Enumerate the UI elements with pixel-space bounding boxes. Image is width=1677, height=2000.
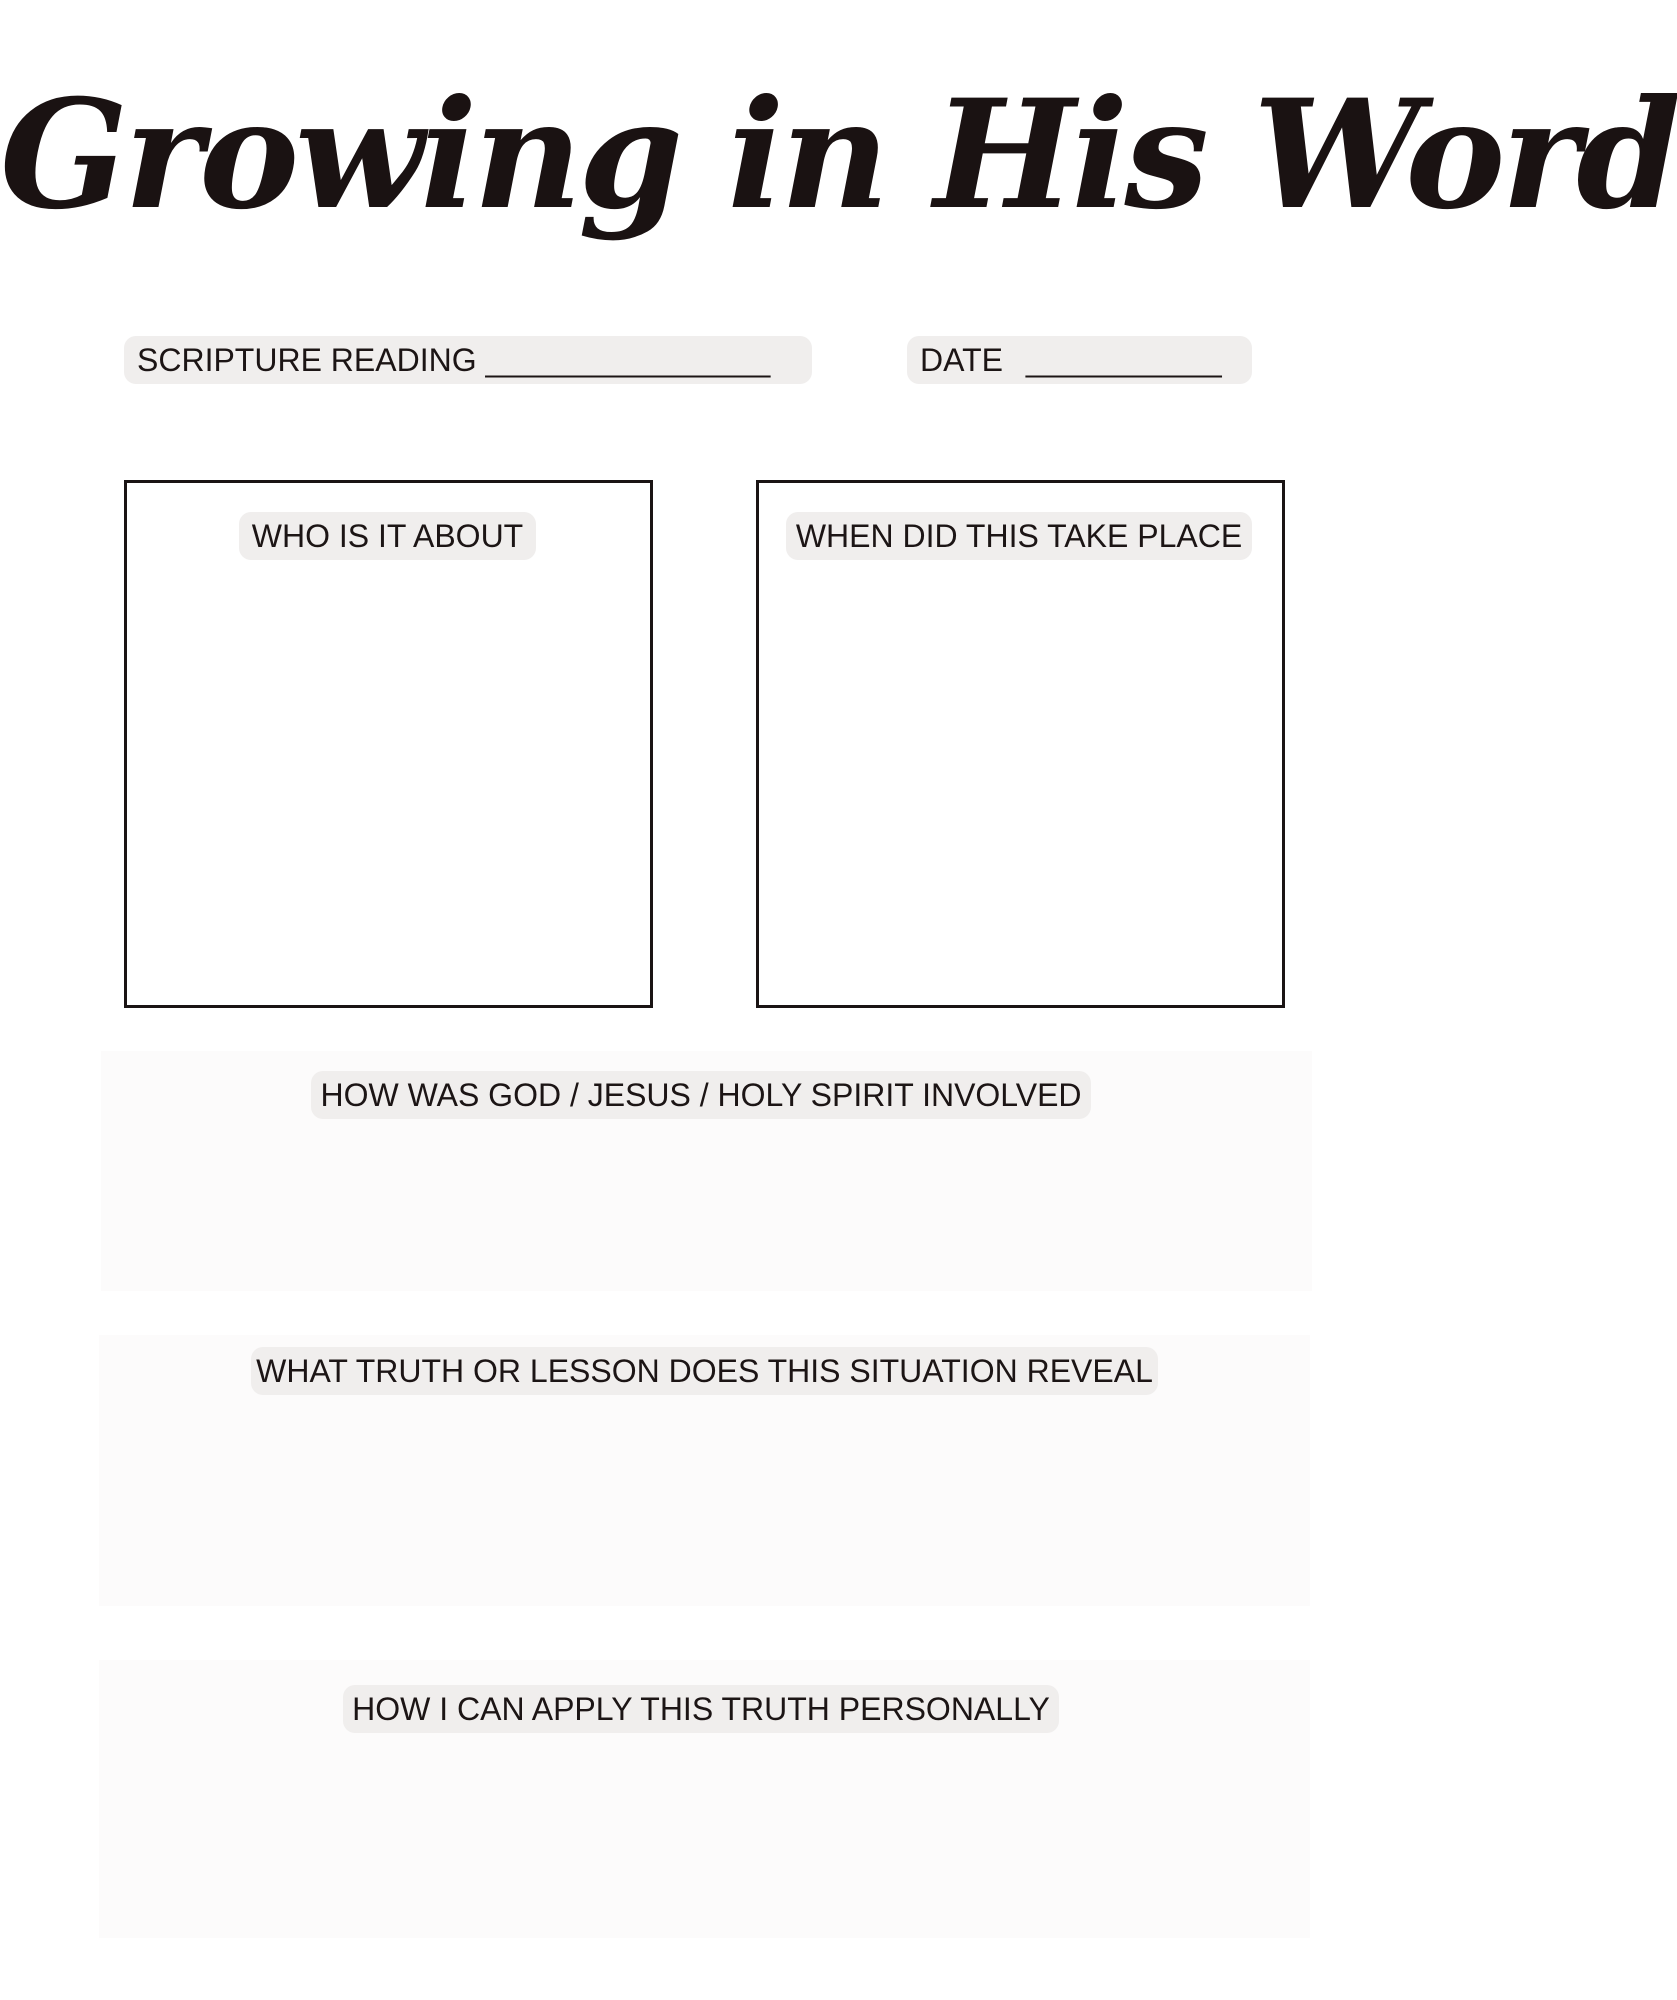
date-blank: ___________: [1025, 342, 1222, 378]
scripture-reading-field[interactable]: [124, 336, 812, 384]
when-label: WHEN DID THIS TAKE PLACE: [786, 512, 1252, 560]
page-title: Growing in His Word: [0, 67, 1677, 243]
truth-label: WHAT TRUTH OR LESSON DOES THIS SITUATION REVEAL: [251, 1347, 1158, 1395]
who-label: WHO IS IT ABOUT: [239, 512, 536, 560]
date-label: DATE: [920, 342, 1003, 378]
involved-label: HOW WAS GOD / JESUS / HOLY SPIRIT INVOLVED: [311, 1071, 1091, 1119]
date-field[interactable]: [907, 336, 1252, 384]
apply-label: HOW I CAN APPLY THIS TRUTH PERSONALLY: [343, 1685, 1059, 1733]
scripture-reading-label: SCRIPTURE READING: [137, 342, 477, 378]
scripture-reading-blank: ________________: [485, 342, 771, 378]
